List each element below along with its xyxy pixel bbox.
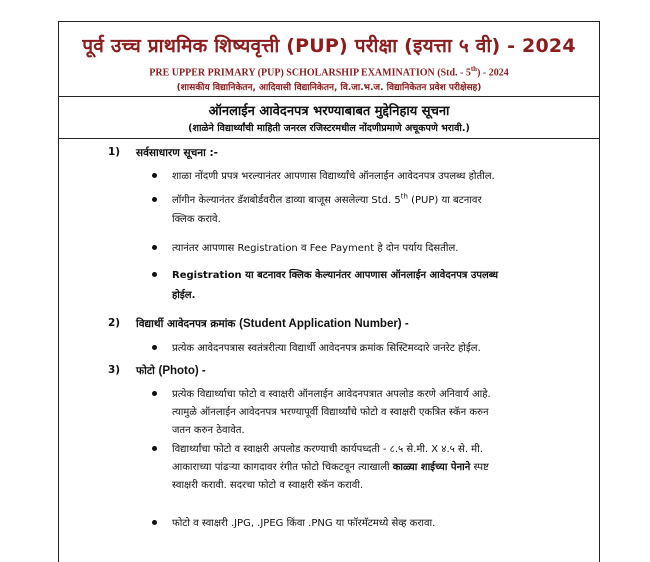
divider bbox=[58, 138, 599, 139]
exam-subtitle: (शासकीय विद्यानिकेतन, आदिवासी विद्यानिकेतन, वि.जा.भ.ज. विद्यानिकेतन प्रवेश परीक्षेसह) bbox=[176, 83, 482, 93]
exam-title: पूर्व उच्च प्राथमिक शिष्यवृत्ती (PUP) परीक्षा (इयत्ता ५ वी) - 2024 bbox=[82, 35, 576, 57]
divider bbox=[58, 96, 599, 97]
notice-title: ऑनलाईन आवेदनपत्र भरण्याबाबत मुद्देनिहाय सूचना bbox=[208, 104, 450, 119]
notice-subtitle: (शाळेने विद्यार्थ्यांची माहिती जनरल रजिस्टरमधील नोंदणीप्रमाणे अचूकपणे भरावी.) bbox=[188, 123, 470, 134]
exam-title-english: PRE UPPER PRIMARY (PUP) SCHOLARSHIP EXAMINATION (Std. - 5th) - 2024 bbox=[149, 65, 509, 79]
